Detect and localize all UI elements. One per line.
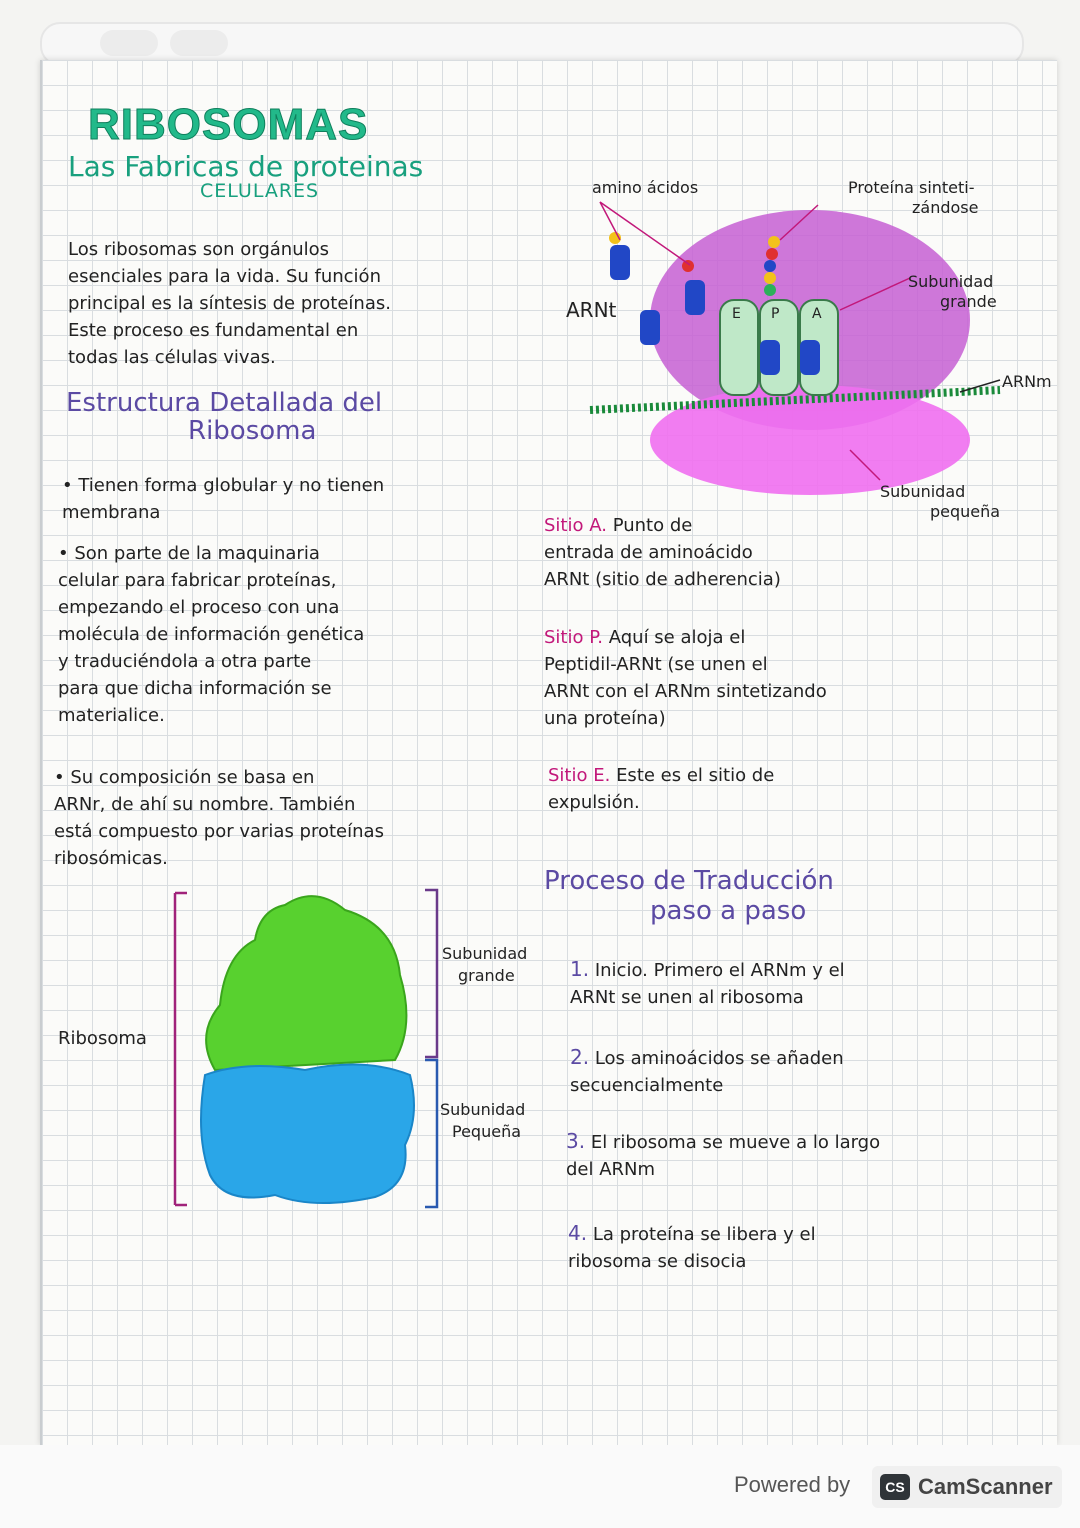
powered-by-text: Powered by (734, 1472, 851, 1497)
intro-line: esenciales para la vida. Su función (68, 266, 381, 287)
step-text: Los aminoácidos se añaden (594, 1048, 844, 1069)
intro-line: todas las células vivas. (68, 347, 276, 368)
site-p-text: una proteína) (544, 708, 666, 729)
page-title: RIBOSOMAS (88, 100, 369, 149)
intro-line: Los ribosomas son orgánulos (68, 239, 329, 260)
small-subunit-bracket (425, 1060, 437, 1207)
step-item (570, 956, 1040, 1011)
bullet-line: • Son parte de la maquinaria (58, 543, 320, 564)
large-subunit-blob (206, 896, 406, 1070)
label-grande-2: grande (458, 966, 515, 985)
label-arnm: ARNm (1002, 372, 1052, 391)
step-text: La proteína se libera y el (592, 1224, 816, 1245)
bullet-line: empezando el proceso con una (58, 597, 340, 618)
structure-heading: Estructura Detallada del (66, 388, 383, 418)
bullet-line: membrana (62, 502, 161, 523)
site-e-label: E (732, 306, 741, 322)
bullet-line: • Tienen forma globular y no tienen (62, 475, 385, 496)
label-grande-1: Subunidad (442, 944, 528, 963)
step-text: del ARNm (566, 1159, 656, 1180)
bullet-line: materialice. (58, 705, 165, 726)
site-p-name: Sitio P. (544, 627, 603, 648)
bullet-item (58, 540, 538, 729)
site-a-name: Sitio A. (544, 515, 607, 536)
camscanner-logo-icon: CS (880, 1474, 910, 1500)
step-text: Inicio. Primero el ARNm y el (594, 960, 845, 981)
small-subunit-blob (201, 1065, 414, 1203)
label-large-subunit: Subunidad (908, 272, 994, 291)
step-item (566, 1128, 1046, 1183)
bullet-item (54, 764, 554, 872)
step-text: ribosoma se disocia (568, 1251, 747, 1272)
intro-line: principal es la síntesis de proteínas. (68, 293, 391, 314)
site-p-text: ARNt con el ARNm sintetizando (544, 681, 827, 702)
label-small-subunit: Subunidad (880, 482, 966, 501)
label-protein-2: zándose (912, 198, 979, 217)
label-pequena-1: Subunidad (440, 1100, 526, 1119)
label-pequena-2: Pequeña (452, 1122, 522, 1141)
bullet-line: molécula de información genética (58, 624, 365, 645)
bullet-line: está compuesto por varias proteínas (54, 821, 384, 842)
site-p-description (544, 624, 1014, 732)
site-a-text: ARNt (sitio de adherencia) (544, 569, 781, 590)
label-protein: Proteína sinteti- (848, 178, 975, 197)
ribosome-subunit-diagram (165, 885, 445, 1215)
step-number: 3. (566, 1129, 586, 1153)
site-p-label: P (771, 306, 780, 322)
large-subunit-bracket (425, 890, 437, 1057)
intro-line: Este proceso es fundamental en (68, 320, 359, 341)
page-subtitle-2: CELULARES (200, 180, 320, 202)
site-a-label: A (812, 306, 822, 322)
step-item (568, 1220, 1038, 1275)
ribosome-bracket (175, 893, 187, 1205)
site-p-text: Peptidil-ARNt (se unen el (544, 654, 768, 675)
step-number: 1. (570, 957, 590, 981)
site-p-text: Aquí se aloja el (608, 627, 746, 648)
step-item (570, 1044, 1040, 1099)
label-amino-acids: amino ácidos (592, 178, 699, 197)
step-number: 2. (570, 1045, 590, 1069)
structure-heading-2: Ribosoma (188, 416, 317, 446)
step-text: ARNt se unen al ribosoma (570, 987, 804, 1008)
bullet-line: • Su composición se basa en (54, 767, 315, 788)
binder-hole (170, 30, 228, 56)
camscanner-brand: CamScanner (918, 1474, 1053, 1499)
site-e-text: expulsión. (548, 792, 640, 813)
bullet-item (62, 472, 532, 526)
label-arnt: ARNt (566, 298, 617, 322)
site-e-name: Sitio E. (548, 765, 611, 786)
bullet-line: celular para fabricar proteínas, (58, 570, 337, 591)
process-heading-2: paso a paso (650, 896, 807, 926)
bullet-line: y traduciéndola a otra parte (58, 651, 312, 672)
translation-diagram (560, 170, 1060, 530)
bullet-line: ribosómicas. (54, 848, 168, 869)
site-a-description (544, 512, 1014, 593)
bullet-line: para que dicha información se (58, 678, 332, 699)
step-text: secuencialmente (570, 1075, 724, 1096)
binder-hole (100, 30, 158, 56)
site-e-text: Este es el sitio de (616, 765, 775, 786)
step-number: 4. (568, 1221, 588, 1245)
bullet-line: ARNr, de ahí su nombre. También (54, 794, 356, 815)
process-heading: Proceso de Traducción (544, 866, 834, 896)
site-a-text: entrada de aminoácido (544, 542, 753, 563)
label-small-subunit-2: pequeña (930, 502, 1001, 521)
page-subtitle: Las Fabricas de proteinas (68, 150, 424, 183)
site-a-text: Punto de (612, 515, 693, 536)
label-large-subunit-2: grande (940, 292, 997, 311)
step-text: El ribosoma se mueve a lo largo (590, 1132, 881, 1153)
intro-paragraph (68, 236, 538, 371)
site-e-description (548, 762, 1008, 816)
label-ribosoma: Ribosoma (58, 1028, 147, 1049)
